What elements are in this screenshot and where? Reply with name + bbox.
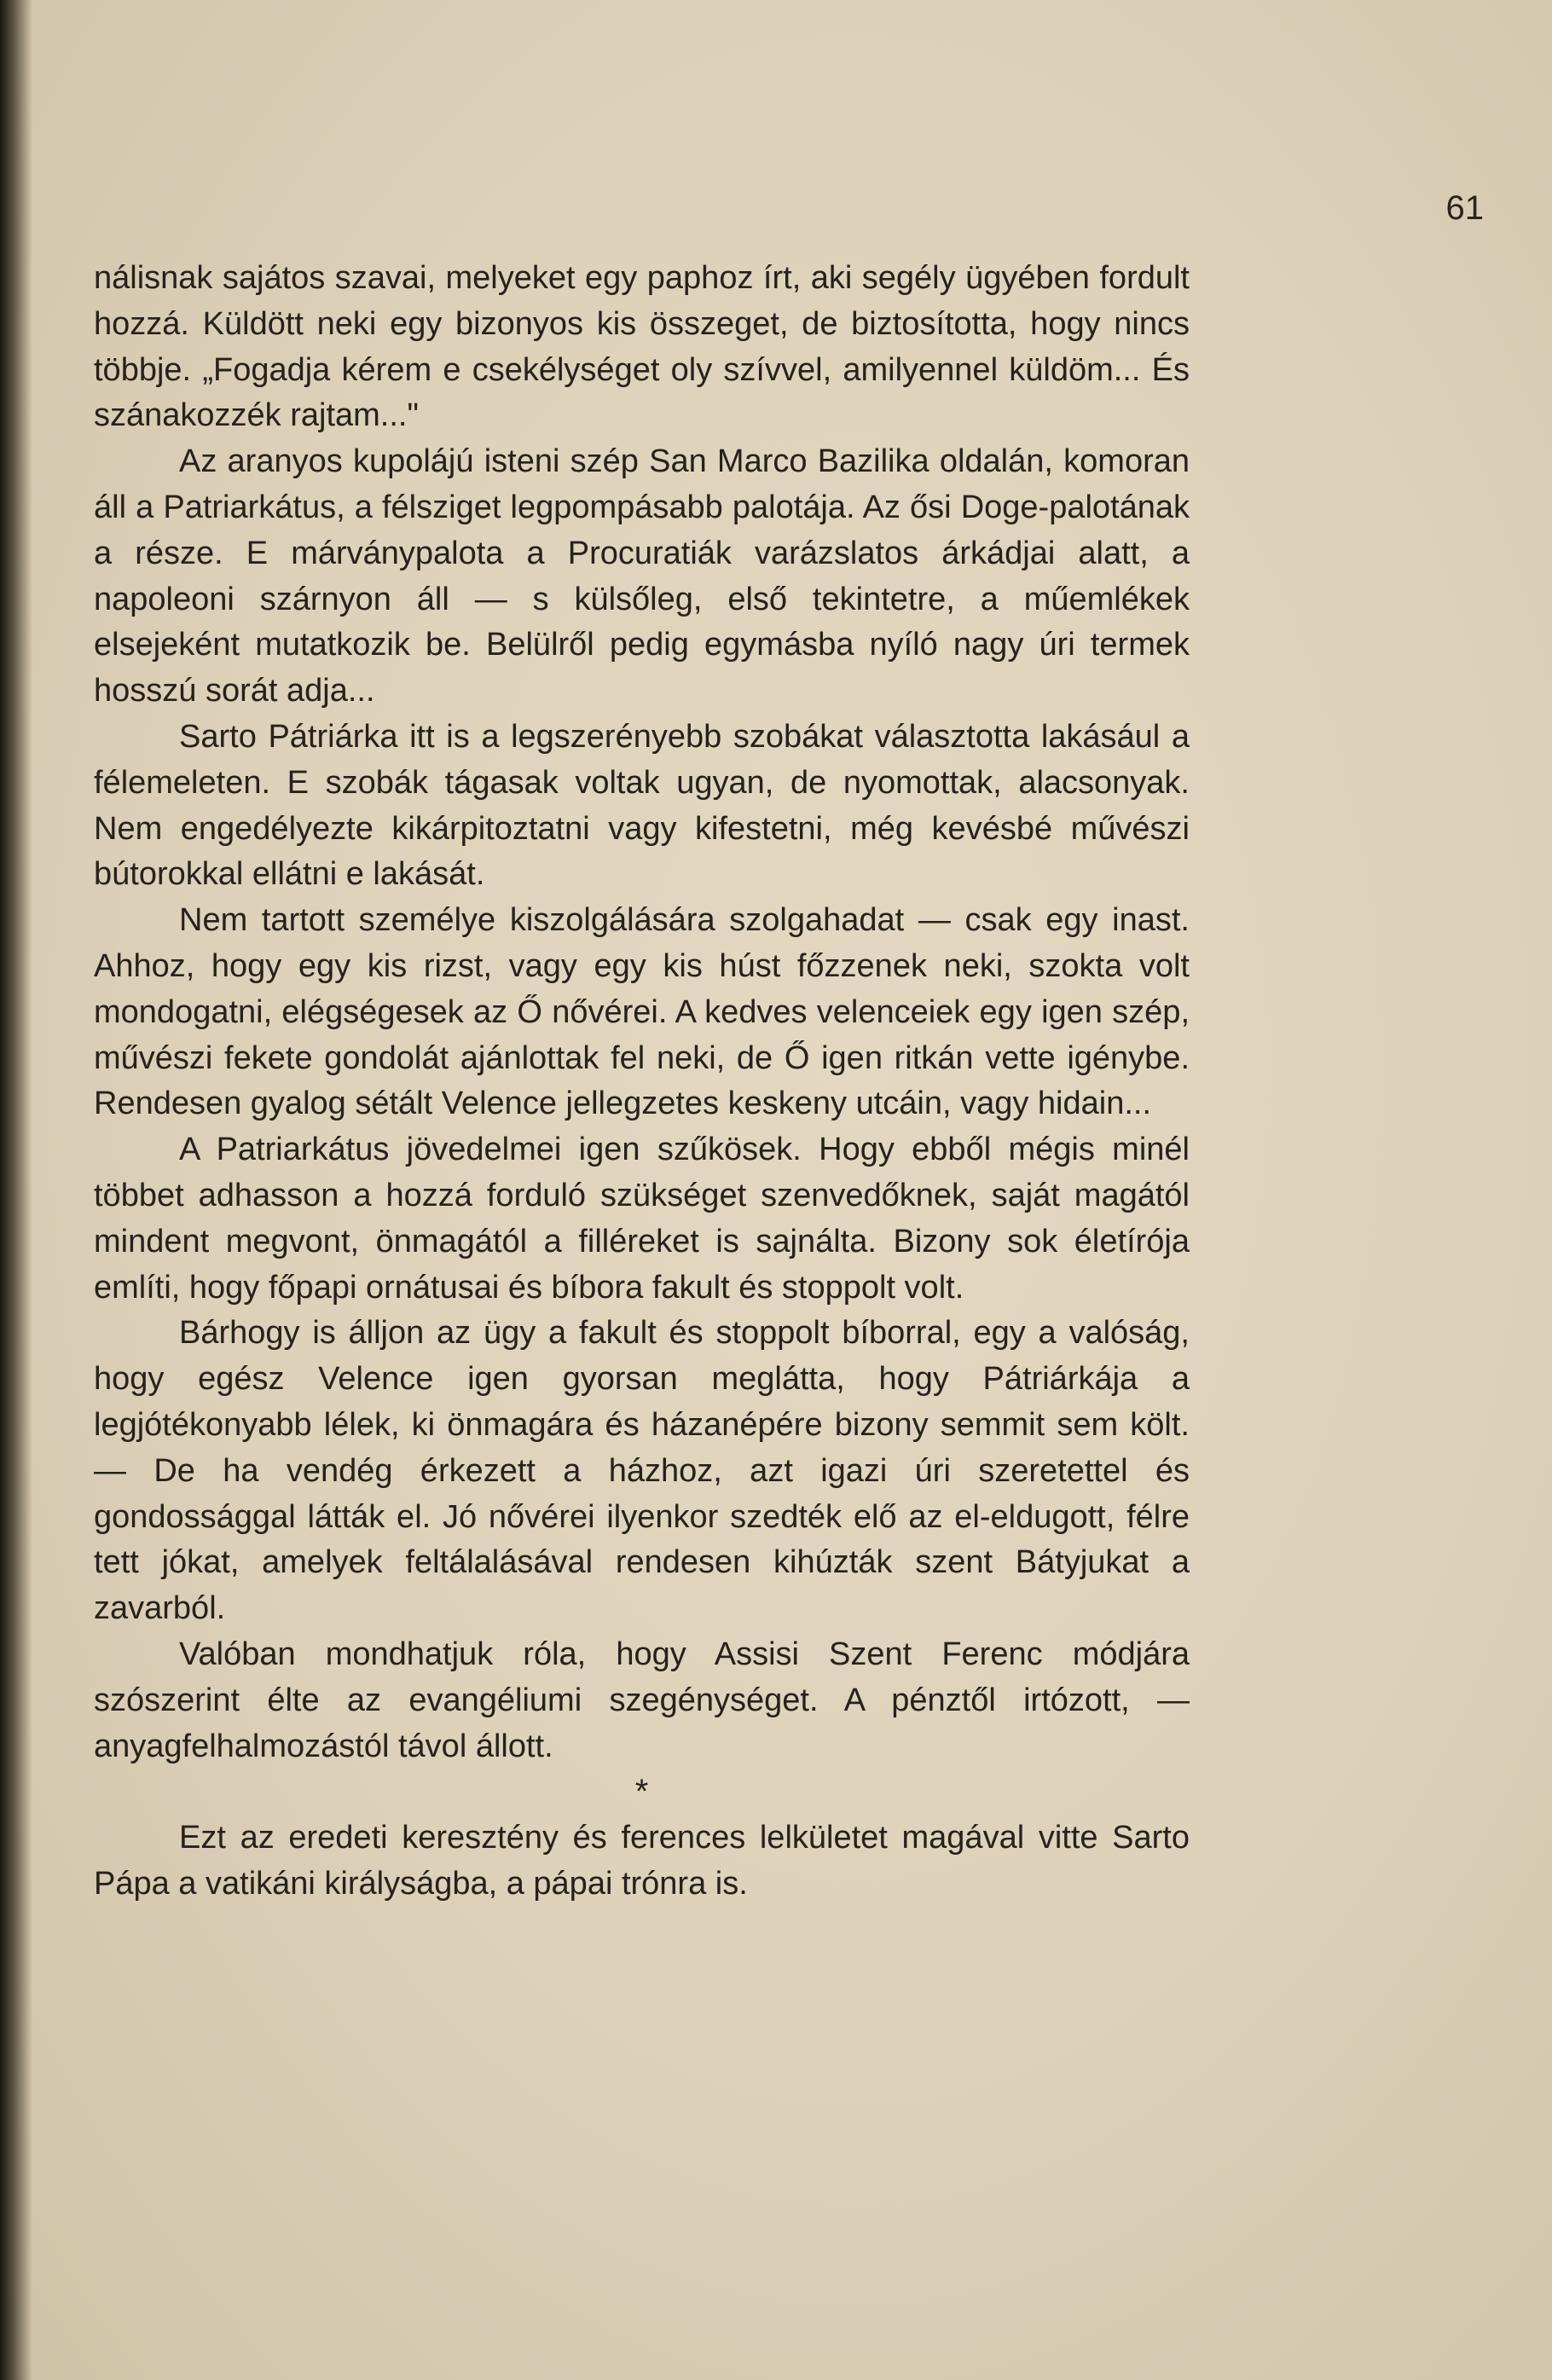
paragraph-6: Bárhogy is álljon az ügy a fakult és stoppolt bíborral, egy a valóság, hogy egész Velence igen gyorsan meglátta, hogy Pátriárkája a legjótékonyabb lélek, ki önmagára és házanépére bizony semmit sem költ. — De ha vendég érkezett a házhoz, azt igazi úri szeretettel és gondossággal látták el. Jó nővérei ilyenkor szedték elő az el-eldugott, félre tett jókat, amelyek feltálalásával rendesen kihúzták szent Bátyjukat a zavarból. [94, 1315, 1190, 1627]
paragraph-4: Nem tartott személye kiszolgálására szolgahadat — csak egy inast. Ahhoz, hogy egy kis rizst, vagy egy kis húst főzzenek neki, szokta volt mondogatni, elégségesek az Ő nővérei. A kedves velenceiek egy igen szép, művészi fekete gondolát ajánlottak fel neki, de Ő igen ritkán vette igénybe. Rendesen gyalog sétált Velence jellegzetes keskeny utcáin, vagy hidain... [94, 902, 1190, 1122]
page-number: 61 [1445, 189, 1484, 227]
paragraph-3: Sarto Pátriárka itt is a legszerényebb szobákat választotta lakásául a félemeleten. E szobák tágasak voltak ugyan, de nyomottak, alacsonyak. Nem engedélyezte kikárpitoztatni vagy kifestetni, még kevésbé művészi bútorokkal ellátni e lakását. [94, 718, 1190, 893]
closing-paragraph: Ezt az eredeti keresztény és ferences lelkületet magával vitte Sarto Pápa a vatikáni királyságba, a pápai trónra is. [94, 1820, 1190, 1902]
section-separator: * [634, 1773, 649, 1811]
paragraph-1: nálisnak sajátos szavai, melyeket egy paphoz írt, aki segély ügyében fordult hozzá. Küldött neki egy bizonyos kis összeget, de biztosította, hogy nincs többje. „Fogadja kérem e csekélységet oly szívvel, amilyennel küldöm... És szánakozzék rajtam..." [94, 260, 1190, 434]
paragraph-7: Valóban mondhatjuk róla, hogy Assisi Szent Ferenc módjára szószerint élte az evangéliumi szegénységet. A pénztől irtózott, — anyagfelhalmozástól távol állott. [94, 1636, 1190, 1764]
paragraph-5: A Patriarkátus jövedelmei igen szűkösek. Hogy ebből mégis minél többet adhasson a hozzá forduló szükséget szenvedőknek, saját magától mindent megvont, önmagától a filléreket is sajnálta. Bizony sok életírója említi, hogy főpapi ornátusai és bíbora fakult és stoppolt volt. [94, 1132, 1190, 1306]
body-text [94, 256, 1190, 1908]
paragraph-2: Az aranyos kupolájú isteni szép San Marco Bazilika oldalán, komoran áll a Patriarkátus, a félsziget legpompásabb palotája. Az ősi Doge-palotának a része. E márványpalota a Procuratiák varázslatos árkádjai alatt, a napoleoni szárnyon áll — s külsőleg, első tekintetre, a műemlékek elsejeként mutatkozik be. Belülről pedig egymásba nyíló nagy úri termek hosszú sorát adja... [94, 443, 1190, 709]
